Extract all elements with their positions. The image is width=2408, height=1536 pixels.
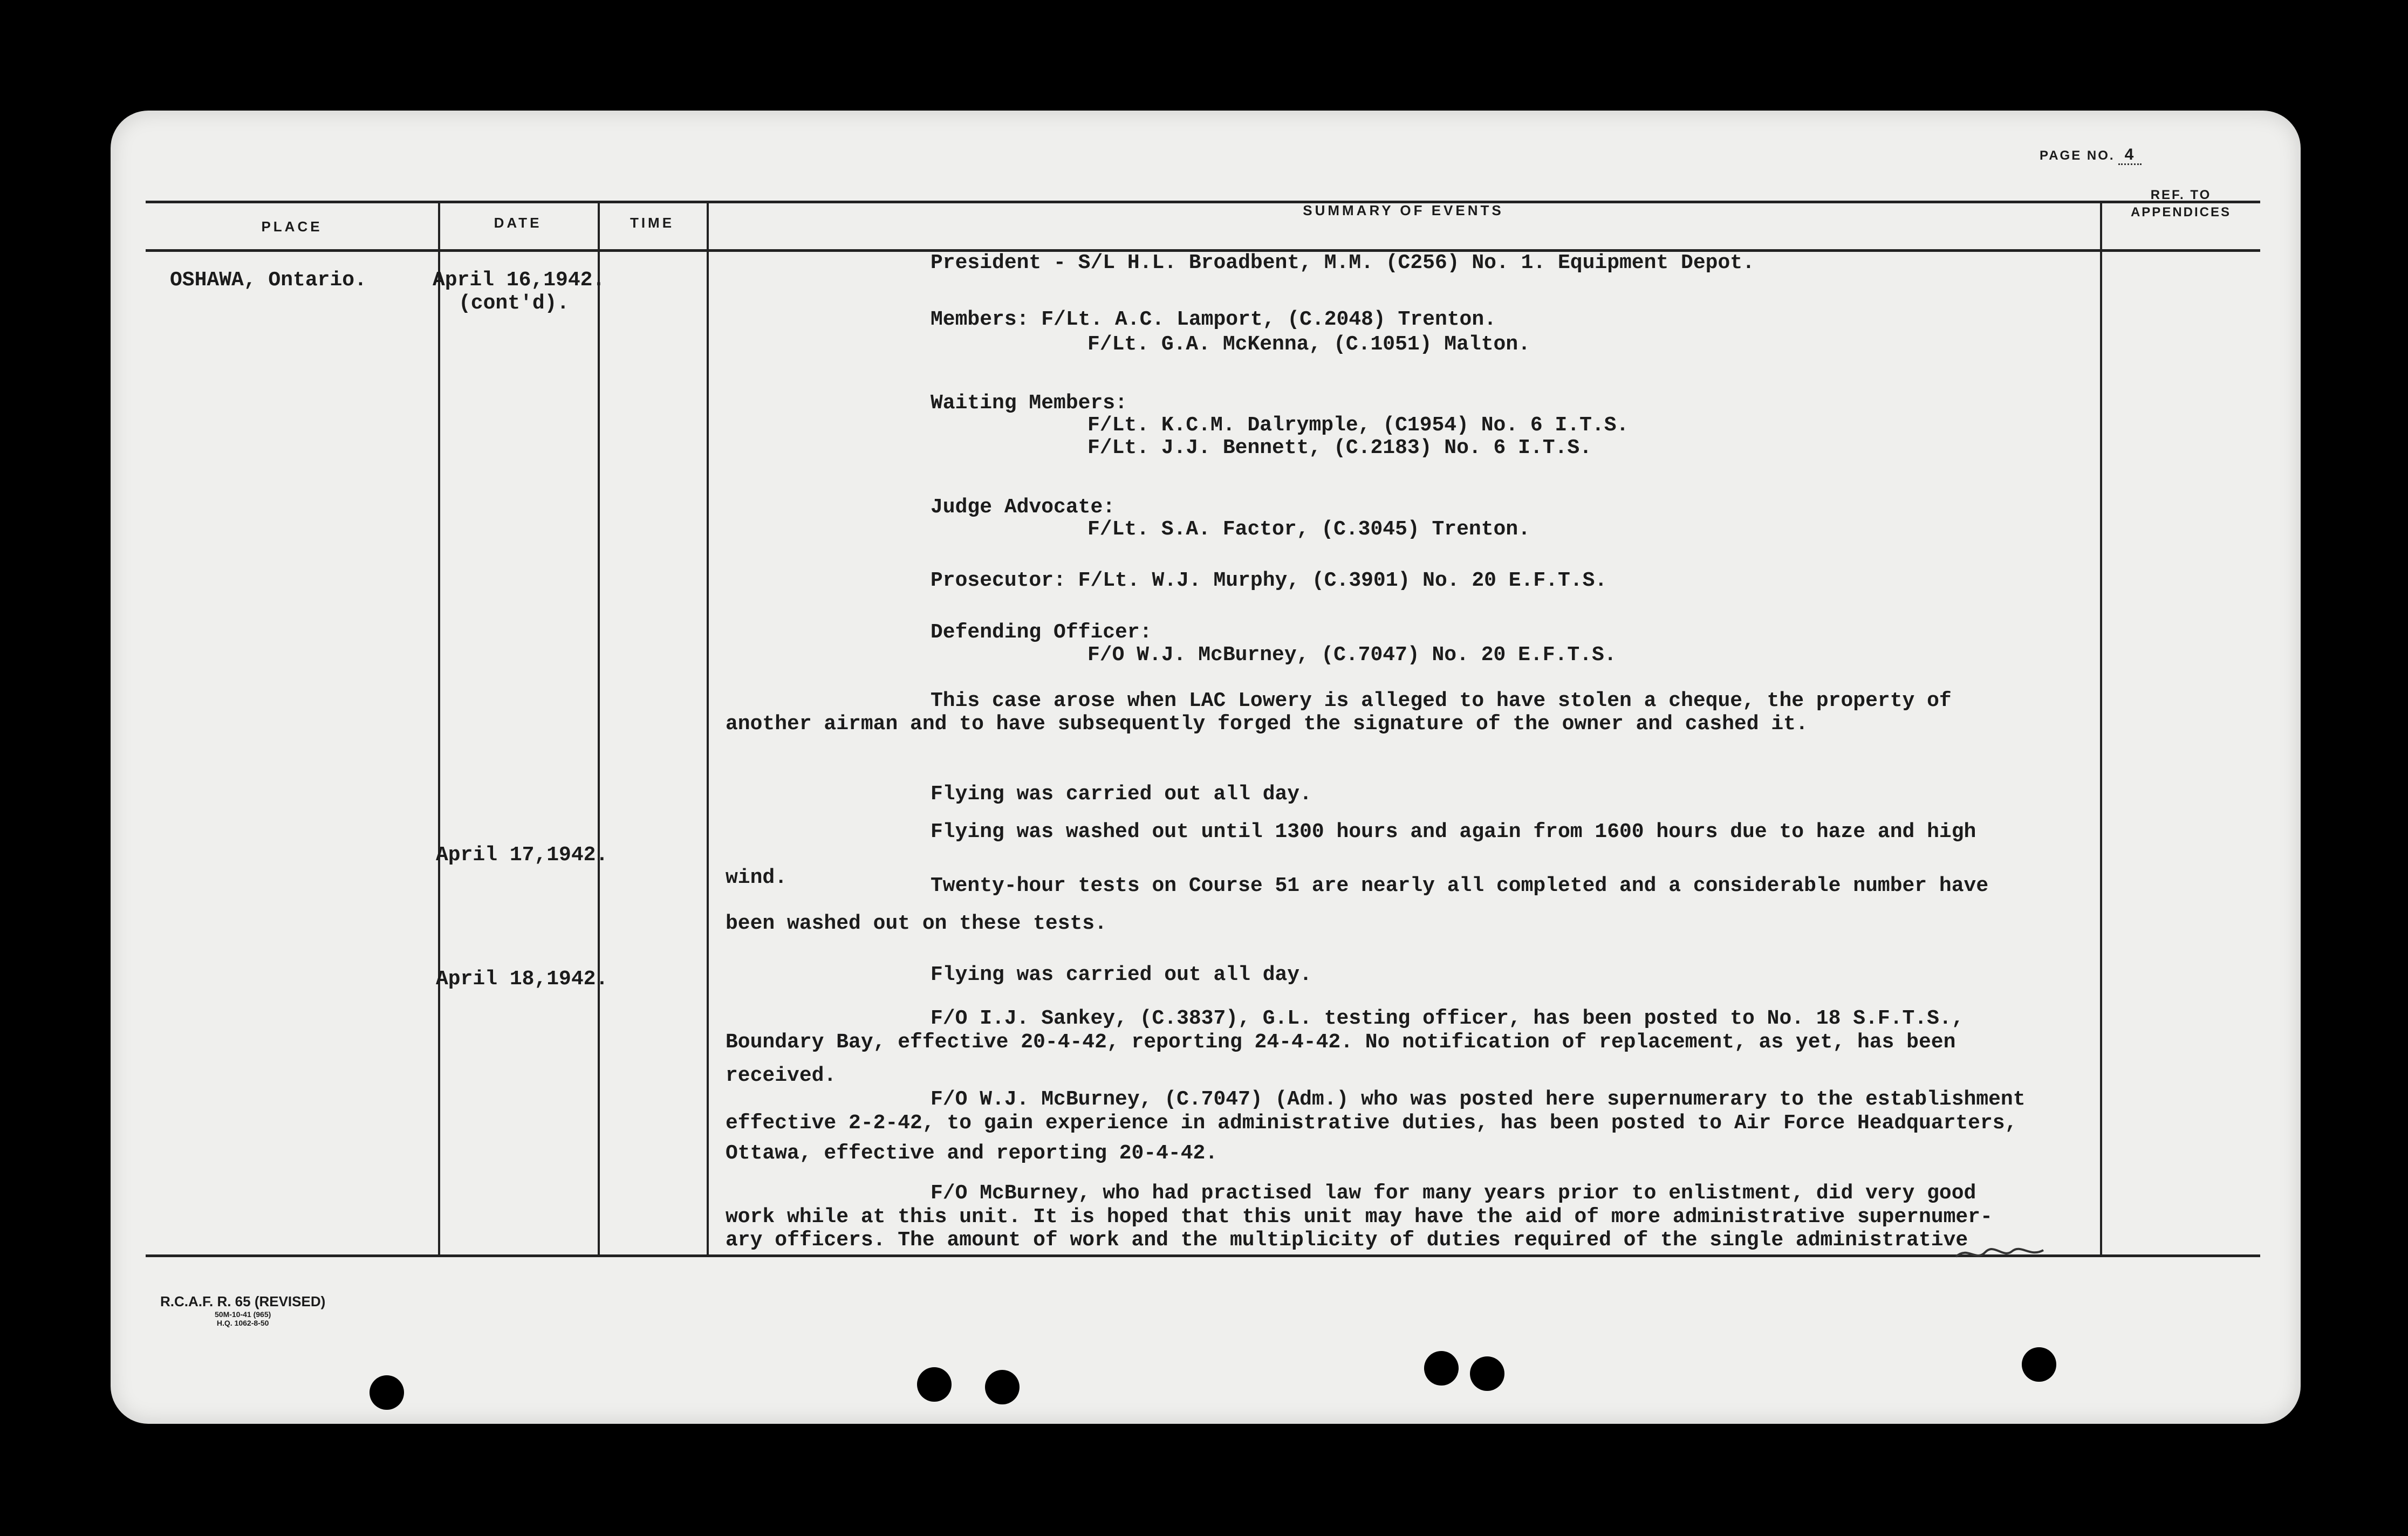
summary-line: F/O W.J. McBurney, (C.7047) (Adm.) who was posted here supernumerary to the establishment (931, 1088, 2026, 1111)
summary-line: F/O W.J. McBurney, (C.7047) No. 20 E.F.T.S. (1087, 643, 1617, 667)
summary-line: Boundary Bay, effective 20-4-42, reporting 24-4-42. No notification of replacement, as yet, has been (726, 1031, 1956, 1054)
date-entry-continued: (cont'd). (459, 292, 570, 315)
table-bottom-rule (146, 1254, 2260, 1257)
summary-line: F/Lt. K.C.M. Dalrymple, (C1954) No. 6 I.T.S. (1087, 414, 1629, 437)
summary-line: Twenty-hour tests on Course 51 are nearly all completed and a considerable number have (931, 874, 1989, 897)
date-time-divider (598, 201, 600, 1256)
summary-line: This case arose when LAC Lowery is alleged to have stolen a cheque, the property of (931, 689, 1952, 712)
binder-hole (1424, 1351, 1459, 1386)
time-summary-divider (707, 201, 709, 1256)
binder-hole (2022, 1347, 2056, 1382)
summary-line: Flying was carried out all day. (931, 783, 1312, 806)
binder-hole (917, 1367, 952, 1402)
summary-line: Waiting Members: (931, 392, 1127, 415)
summary-ref-divider (2100, 201, 2102, 1256)
summary-line: F/Lt. G.A. McKenna, (C.1051) Malton. (1087, 333, 1530, 356)
page-number-label: PAGE NO. (2040, 148, 2115, 163)
summary-line: F/Lt. S.A. Factor, (C.3045) Trenton. (1087, 518, 1530, 541)
summary-line: Flying was washed out until 1300 hours and again from 1600 hours due to haze and high (931, 820, 1976, 844)
binder-hole (985, 1370, 1020, 1404)
summary-line: ary officers. The amount of work and the multiplicity of duties required of the single administrative (726, 1229, 1968, 1252)
date-column-header: DATE (494, 215, 542, 231)
ref-column-header (2100, 187, 2262, 221)
page-number (2040, 146, 2142, 164)
time-column-header: TIME (630, 215, 675, 231)
summary-line: work while at this unit. It is hoped that this unit may have the aid of more administrative supernumer- (726, 1205, 1993, 1229)
ref-header-line-2: APPENDICES (2130, 205, 2232, 220)
binder-hole (1470, 1356, 1504, 1391)
summary-line: Judge Advocate: (931, 496, 1116, 519)
summary-line: another airman and to have subsequently forged the signature of the owner and cashed it. (726, 712, 1808, 736)
form-number: R.C.A.F. R. 65 (REVISED) (160, 1293, 326, 1309)
summary-line: F/Lt. J.J. Bennett, (C.2183) No. 6 I.T.S. (1087, 436, 1592, 460)
place-date-divider (438, 201, 440, 1256)
summary-line: F/O I.J. Sankey, (C.3837), G.L. testing officer, has been posted to No. 18 S.F.T.S., (931, 1007, 1964, 1030)
initials-mark (1952, 1240, 2049, 1267)
summary-line: President - S/L H.L. Broadbent, M.M. (C256) No. 1. Equipment Depot. (931, 251, 1755, 275)
summary-line: wind. (726, 866, 788, 889)
summary-column-header: SUMMARY OF EVENTS (1303, 202, 1504, 218)
page-number-value: 4 (2118, 146, 2142, 165)
summary-line: Ottawa, effective and reporting 20-4-42. (726, 1142, 1218, 1165)
place-column-header: PLACE (261, 218, 323, 235)
binder-hole (370, 1375, 404, 1410)
summary-line: received. (726, 1064, 837, 1087)
ref-header-line-1: REF. TO (2150, 188, 2212, 202)
summary-line: been washed out on these tests. (726, 912, 1107, 935)
date-entry-april-17: April 17,1942. (436, 844, 608, 867)
date-entry-april-18: April 18,1942. (436, 968, 608, 991)
form-reference (160, 1293, 325, 1327)
summary-line: Members: F/Lt. A.C. Lamport, (C.2048) Trenton. (931, 308, 1496, 331)
summary-line: F/O McBurney, who had practised law for many years prior to enlistment, did very good (931, 1182, 1976, 1205)
summary-line: Defending Officer: (931, 621, 1152, 644)
place-entry: OSHAWA, Ontario. (170, 269, 367, 292)
summary-line: Prosecutor: F/Lt. W.J. Murphy, (C.3901) No. 20 E.F.T.S. (931, 569, 1607, 592)
form-hq-line: H.Q. 1062-8-50 (216, 1319, 269, 1327)
summary-line: effective 2-2-42, to gain experience in administrative duties, has been posted to Air Force Headquarters, (726, 1112, 2017, 1135)
date-entry-april-16: April 16,1942. (433, 269, 605, 292)
form-print-line: 50M-10-41 (965) (215, 1310, 271, 1319)
summary-line: Flying was carried out all day. (931, 963, 1312, 986)
